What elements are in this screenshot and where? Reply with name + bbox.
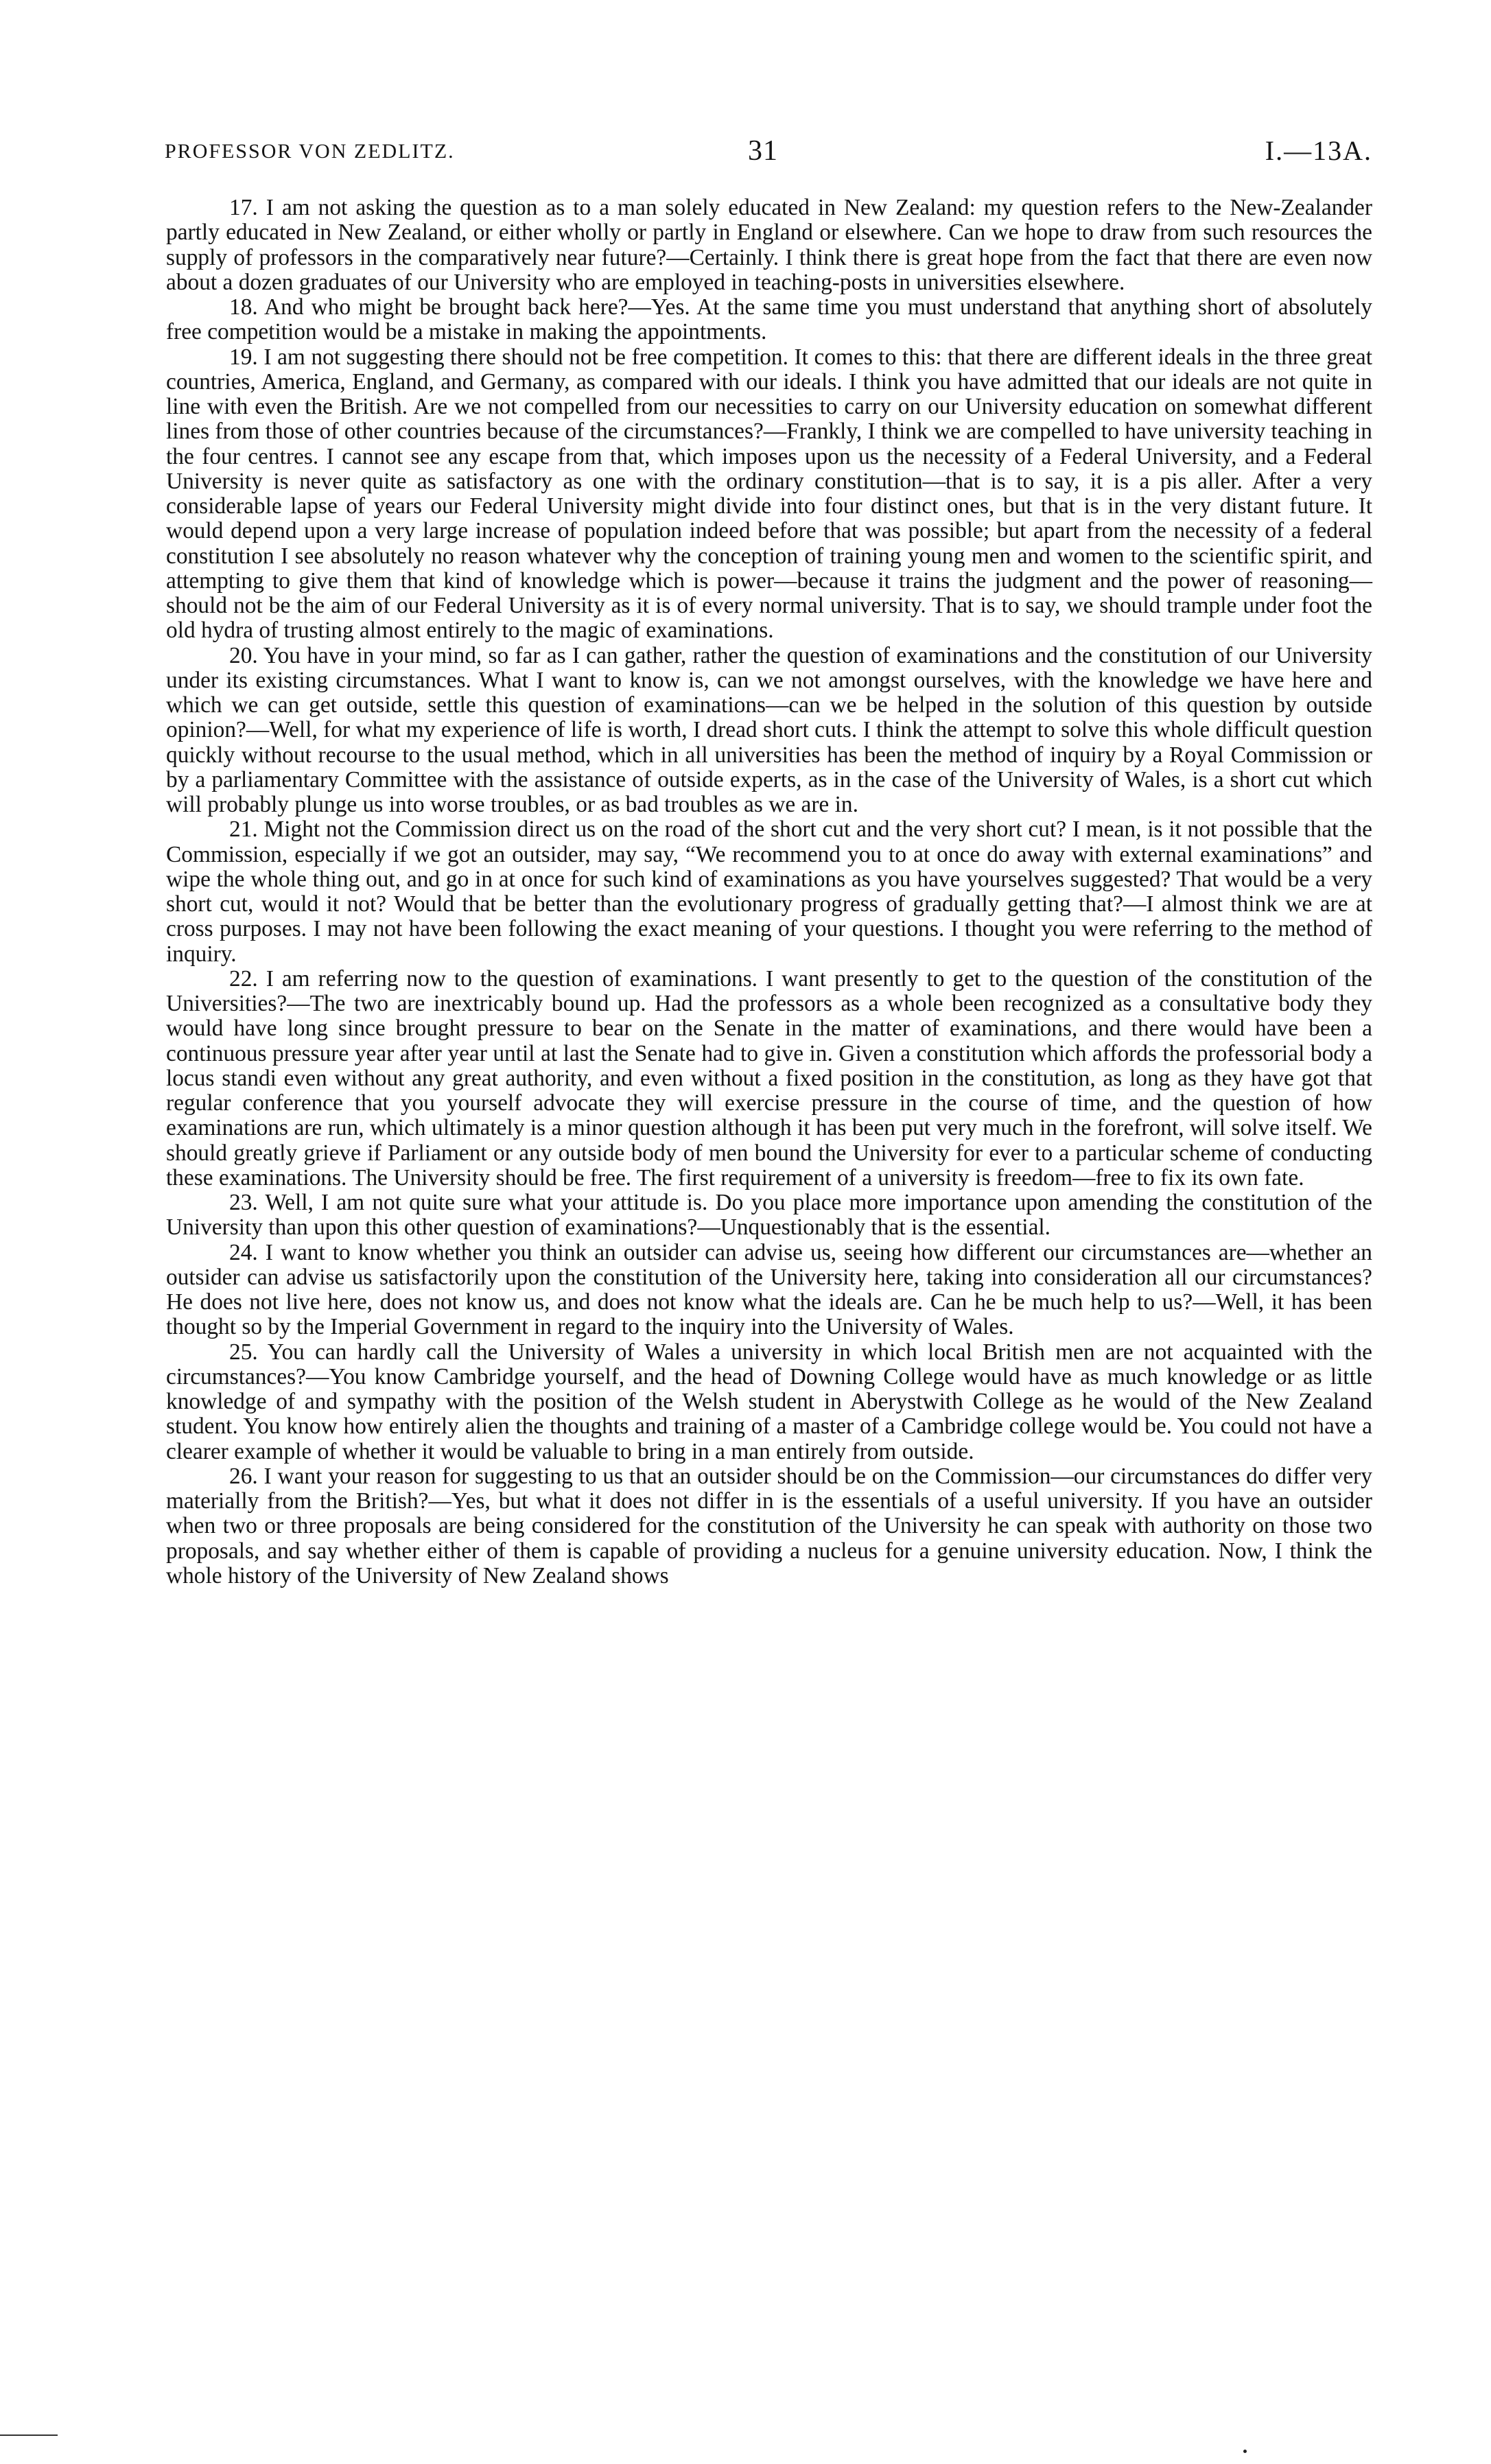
running-head — [165, 134, 1372, 176]
page-number: 31 — [748, 135, 778, 167]
question-17: 17. I am not asking the question as to a man solely educated in New Zealand: my question refers to the New-Zealander partly educated in New Zealand, or either wholly or partly in England or elsewhere. Can we hope to draw from such resources the supply of professors in the comparatively near future?—Certainly. I think there is great hope from the fact that there are even now about a dozen graduates of our University who are employed in teaching-posts in universities elsewhere. — [166, 195, 1372, 295]
document-reference: I.—13A. — [1265, 135, 1372, 166]
question-22: 22. I am referring now to the question of examinations. I want presently to get to the question of the constitution of the Universities?—The two are inextricably bound up. Had the professors as a whole been recognized as a consultative body they would have long since brought pressure to bear on the Senate in the matter of examinations, and there would have been a continuous pressure year after year until at last the Senate had to give in. Given a constitution which affords the professorial body a locus standi even without any great authority, and even without a fixed position in the constitution, as long as they have got that regular conference that you yourself advocate they will exercise pressure in the course of time, and the question of how examinations are run, which ultimately is a minor question although it has been put very much in the forefront, will solve itself. We should greatly grieve if Parliament or any outside body of men bound the University for ever to a particular scheme of conducting these examinations. The University should be free. The first requirement of a university is freedom—free to fix its own fate. — [166, 965, 1372, 1190]
question-20: 20. You have in your mind, so far as I can gather, rather the question of examinations and the constitution of our University under its existing circumstances. What I want to know is, can we not amongst ourselves, with the knowledge we have here and which we can get outside, settle this question of examinations—can we be helped in the solution of this question by outside opinion?—Well, for what my experience of life is worth, I dread short cuts. I think the attempt to solve this whole difficult question quickly without recourse to the usual method, which in all universities has been the method of inquiry by a Royal Commission or by a parliamentary Committee with the assistance of outside experts, as in the case of the University of Wales, is a short cut which will probably plunge us into worse troubles, or as bad troubles as we are in. — [166, 642, 1372, 817]
question-26: 26. I want your reason for suggesting to us that an outsider should be on the Commission—our circumstances do differ very materially from the British?—Yes, but what it does not differ in is the essentials of a useful university. If you have an outsider when two or three proposals are being considered for the constitution of the University he can speak with authority on those two proposals, and say whether either of them is capable of providing a nucleus for a genuine university education. Now, I think the whole history of the University of New Zealand shows — [166, 1463, 1372, 1588]
question-25: 25. You can hardly call the University of Wales a university in which local British men are not acquainted with the circumstances?—You know Cambridge yourself, and the head of Downing College would have as much knowledge or as little knowledge of and sympathy with the position of the Welsh student in Aberystwith College as he would of the New Zealand student. You know how entirely alien the thoughts and training of a master of a Cambridge college would be. You could not have a clearer example of whether it would be valuable to bring in a man entirely from outside. — [166, 1339, 1372, 1464]
question-24: 24. I want to know whether you think an outsider can advise us, seeing how different our circumstances are—whether an outsider can advise us satisfactorily upon the constitution of the University here, taking into consideration all our circumstances? He does not live here, does not know us, and does not know what the ideals are. Can he be much help to us?—Well, it has been thought so by the Imperial Government in regard to the inquiry into the University of Wales. — [166, 1239, 1372, 1340]
question-21: 21. Might not the Commission direct us on the road of the short cut and the very short cut? I mean, is it not possible that the Commission, especially if we got an outsider, may say, “We recommend you to at once do away with external examinations” and wipe the whole thing out, and go in at once for such kind of examinations as you have yourselves suggested? That would be a very short cut, would it not? Would that be better than the evolutionary progress of gradually getting that?—I almost think we are at cross purposes. I may not have been following the exact meaning of your questions. I thought you were referring to the method of inquiry. — [166, 817, 1372, 967]
evidence-text — [166, 196, 1372, 1588]
margin-rule — [0, 2434, 58, 2436]
ink-dot — [1243, 2450, 1247, 2453]
question-23: 23. Well, I am not quite sure what your attitude is. Do you place more importance upon amending the constitution of the University than upon this other question of examinations?—Unquestionably that is the essential. — [166, 1190, 1372, 1241]
running-head-title: PROFESSOR VON ZEDLITZ. — [165, 140, 455, 163]
question-19: 19. I am not suggesting there should not be free competition. It comes to this: that there are different ideals in the three great countries, America, England, and Germany, as compared with our ideals. I think you have admitted that our ideals are not quite in line with even the British. Are we not compelled from our necessities to carry on our University education on somewhat different lines from those of other countries because of the circumstances?—Frankly, I think we are compelled to have university teaching in the four centres. I cannot see any escape from that, which imposes upon us the necessity of a Federal University, and a Federal University is never quite as satisfactory as one with the ordinary constitution—that is to say, it is a pis aller. After a very considerable lapse of years our Federal University might divide into four distinct ones, but that is in the very distant future. It would depend upon a very large increase of population indeed before that was possible; but apart from the necessity of a federal constitution I see absolutely no reason whatever why the conception of training young men and women to the scientific spirit, and attempting to give them that kind of knowledge which is power—because it trains the judgment and the power of reasoning—should not be the aim of our Federal University as it is of every normal university. That is to say, we should trample under foot the old hydra of trusting almost entirely to the magic of examinations. — [166, 344, 1372, 644]
question-18: 18. And who might be brought back here?—Yes. At the same time you must understand that anything short of absolutely free competition would be a mistake in making the appointments. — [166, 294, 1372, 345]
